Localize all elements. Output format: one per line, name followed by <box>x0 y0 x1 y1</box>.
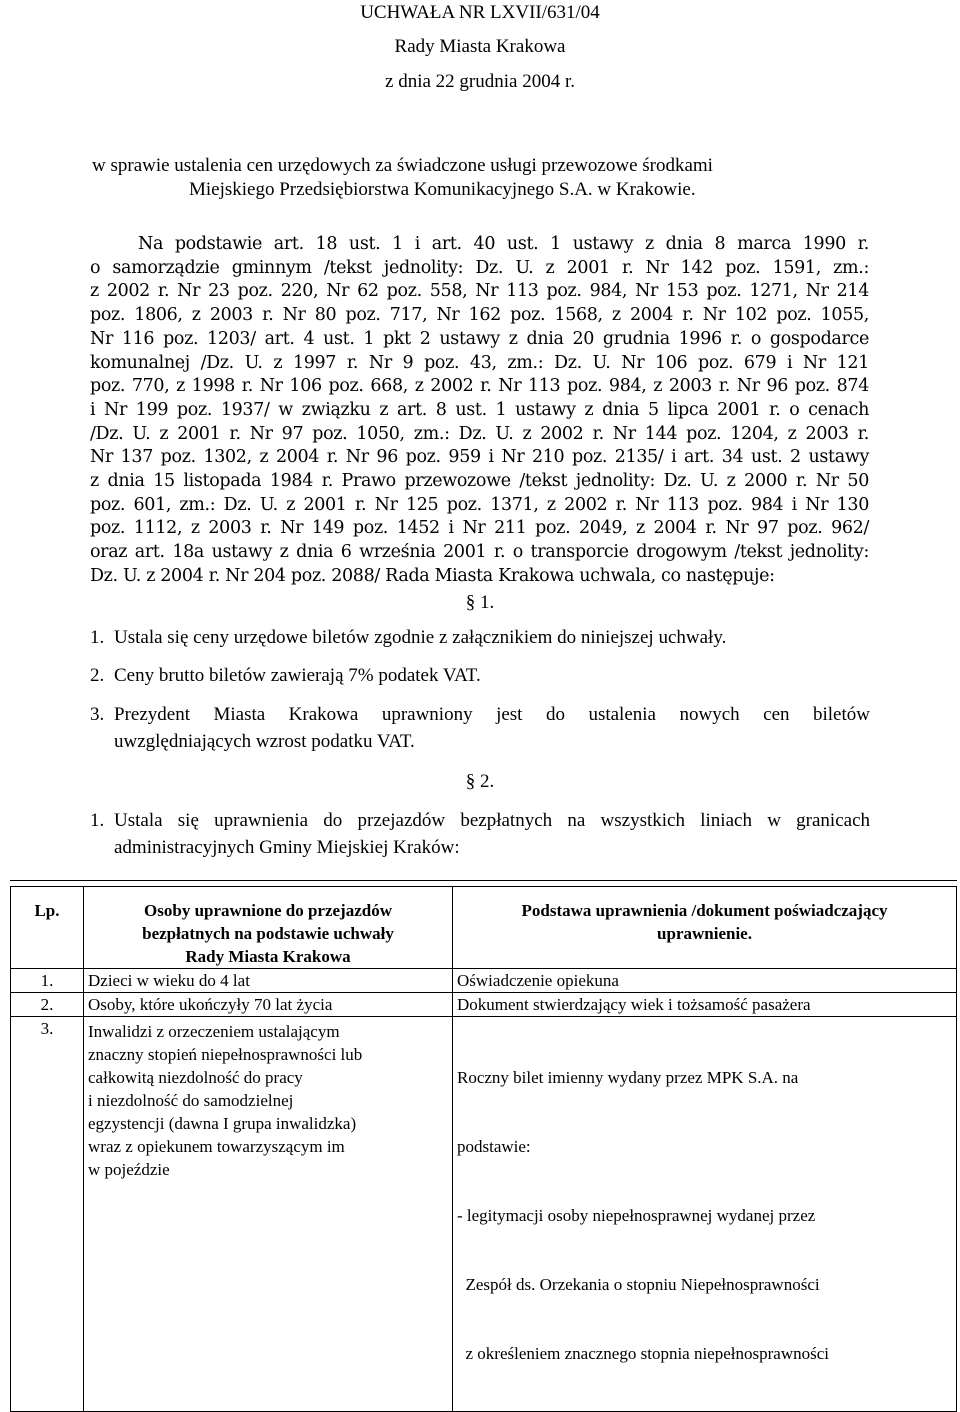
item-number: 1. <box>90 627 105 648</box>
subject-line: w sprawie ustalenia cen urzędowych za świadczone usługi przewozowe środkami <box>92 155 713 176</box>
subject <box>92 154 713 202</box>
cell-line: z określeniem znacznego stopnia niepełnosprawności <box>457 1344 829 1363</box>
item-text: administracyjnych Gminy Miejskiej Kraków: <box>114 837 460 858</box>
table-header-row <box>11 887 957 969</box>
cell-line: całkowitą niezdolność do pracy <box>88 1068 303 1087</box>
cell-persons: Osoby, które ukończyły 70 lat życia <box>84 993 453 1017</box>
legal-basis-line: oraz art. 18a ustawy z dnia 6 września 2001 r. o transporcie drogowym /tekst jednolity: <box>90 542 869 563</box>
item-number: 2. <box>90 665 105 686</box>
legal-basis-line: /Dz. U. z 2001 r. Nr 97 poz. 1050, zm.: Dz. U. z 2002 r. Nr 144 poz. 1204, z 2003 r. <box>90 423 869 444</box>
header-line: Osoby uprawnione do przejazdów <box>144 901 392 920</box>
item-text: uwzględniających wzrost podatku VAT. <box>114 731 415 752</box>
legal-basis-line: Dz. U. z 2004 r. Nr 204 poz. 2088/ Rada Miasta Krakowa uchwala, co następuje: <box>90 565 775 586</box>
item-text: Prezydent Miasta Krakowa uprawniony jest do ustalenia nowych cen biletów <box>114 704 870 725</box>
header-line: Podstawa uprawnienia /dokument poświadczający <box>521 901 888 920</box>
legal-basis <box>90 233 869 589</box>
resolution-body: Rady Miasta Krakowa <box>394 36 566 57</box>
eligibility-table <box>10 886 957 1412</box>
cell-lp: 2. <box>11 993 84 1017</box>
cell-line: w pojeździe <box>88 1160 170 1179</box>
table-row <box>11 993 957 1017</box>
paragraph-mark-1: § 1. <box>465 592 495 613</box>
paragraph-1-item <box>90 624 870 651</box>
subject-line: Miejskiego Przedsiębiorstwa Komunikacyjnego S.A. w Krakowie. <box>189 179 696 200</box>
resolution-title: UCHWAŁA NR LXVII/631/04 <box>360 2 600 23</box>
item-text: Ustala się ceny urzędowe biletów zgodnie z załącznikiem do niniejszej uchwały. <box>114 627 727 648</box>
cell-line: Inwalidzi z orzeczeniem ustalającym <box>88 1022 340 1041</box>
legal-basis-line: Nr 116 poz. 1203/ art. 4 ust. 1 pkt 2 ustawy z dnia 20 grudnia 1996 r. o gospodarce <box>90 328 869 349</box>
table-row <box>11 1017 957 1412</box>
legal-basis-line: poz. 1112, z 2003 r. Nr 149 poz. 1452 i Nr 211 poz. 2049, z 2004 r. Nr 97 poz. 962/ <box>90 518 869 539</box>
header-line: bezpłatnych na podstawie uchwały <box>142 924 394 943</box>
header-line: uprawnienie. <box>657 924 752 943</box>
column-header-lp: Lp. <box>11 887 84 969</box>
cell-line: - legitymacji osoby niepełnosprawnej wydanej przez <box>457 1206 816 1225</box>
cell-persons <box>84 1017 453 1412</box>
cell-lp: 3. <box>11 1017 84 1412</box>
legal-basis-line: poz. 770, z 1998 r. Nr 106 poz. 668, z 2002 r. Nr 113 poz. 984, z 2003 r. Nr 96 poz. 874 <box>90 376 869 397</box>
cell-line: znaczny stopień niepełnosprawności lub <box>88 1045 363 1064</box>
legal-basis-line: Na podstawie art. 18 ust. 1 i art. 40 ust. 1 ustawy z dnia 8 marca 1990 r. <box>138 234 869 254</box>
paragraph-1-item <box>90 701 870 755</box>
legal-basis-line: i Nr 199 poz. 1937/ w związku z art. 8 ust. 1 ustawy z dnia 5 lipca 2001 r. o cenach <box>90 399 869 420</box>
legal-basis-line: o samorządzie gminnym /tekst jednolity: Dz. U. z 2001 r. Nr 142 poz. 1591, zm.: <box>90 257 869 278</box>
item-number: 1. <box>90 810 105 831</box>
resolution-date: z dnia 22 grudnia 2004 r. <box>385 71 575 92</box>
cell-line: Roczny bilet imienny wydany przez MPK S.A. na <box>457 1068 799 1087</box>
legal-basis-line: poz. 1806, z 2003 r. Nr 80 poz. 717, Nr 162 poz. 1568, z 2004 r. Nr 102 poz. 1055, <box>90 305 869 326</box>
cell-basis: Oświadczenie opiekuna <box>453 969 957 993</box>
paragraph-2-item <box>90 807 870 861</box>
header-line: Rady Miasta Krakowa <box>185 947 351 966</box>
column-header-persons <box>84 887 453 969</box>
table-row <box>11 969 957 993</box>
legal-basis-line: Nr 137 poz. 1302, z 2004 r. Nr 96 poz. 959 i Nr 210 poz. 2135/ i art. 34 ust. 2 ustawy <box>90 447 869 468</box>
paragraph-mark-2: § 2. <box>465 771 495 792</box>
legal-basis-line: z 2002 r. Nr 23 poz. 220, Nr 62 poz. 558, Nr 113 poz. 984, Nr 153 poz. 1271, Nr 214 <box>90 281 869 302</box>
legal-basis-line: z dnia 15 listopada 1984 r. Prawo przewozowe /tekst jednolity: Dz. U. z 2000 r. Nr 50 <box>90 471 869 492</box>
cell-line: egzystencji (dawna I grupa inwalidzka) <box>88 1114 357 1133</box>
column-header-basis <box>453 887 957 969</box>
cell-line: wraz z opiekunem towarzyszącym im <box>88 1137 345 1156</box>
cell-basis: Dokument stwierdzający wiek i tożsamość pasażera <box>453 993 957 1017</box>
cell-lp: 1. <box>11 969 84 993</box>
item-text: Ustala się uprawnienia do przejazdów bezpłatnych na wszystkich liniach w granicach <box>114 810 870 831</box>
cell-basis <box>453 1017 957 1412</box>
cell-line: i niezdolność do samodzielnej <box>88 1091 294 1110</box>
cell-line: podstawie: <box>457 1137 531 1156</box>
legal-basis-line: poz. 601, zm.: Dz. U. z 2001 r. Nr 125 poz. 1371, z 2002 r. Nr 113 poz. 984 i Nr 130 <box>90 494 869 515</box>
item-text: Ceny brutto biletów zawierają 7% podatek VAT. <box>114 665 481 686</box>
item-number: 3. <box>90 704 105 725</box>
legal-basis-line: komunalnej /Dz. U. z 1997 r. Nr 9 poz. 43, zm.: Dz. U. Nr 106 poz. 679 i Nr 121 <box>90 352 869 373</box>
cell-persons: Dzieci w wieku do 4 lat <box>84 969 453 993</box>
cell-line: Zespół ds. Orzekania o stopniu Niepełnosprawności <box>457 1275 820 1294</box>
paragraph-1-item <box>90 662 870 689</box>
